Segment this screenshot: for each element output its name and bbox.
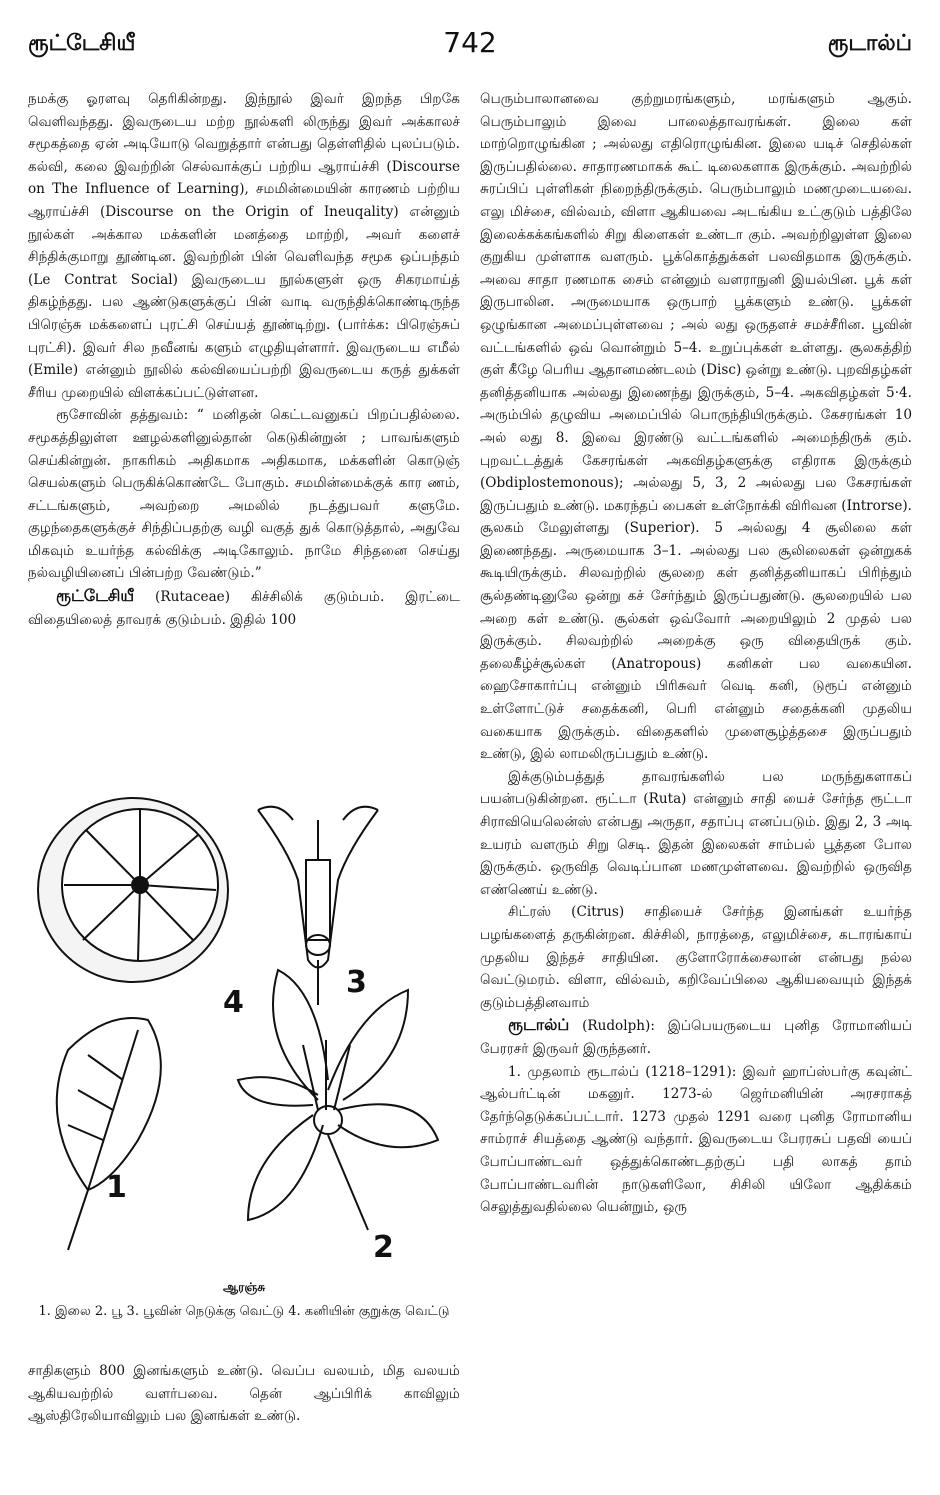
figure-caption: 1. இலை 2. பூ 3. பூவின் நெடுக்கு வெட்டு 4. கனியின் குறுக்கு வெட்டு: [38, 1304, 450, 1319]
rutaceae-entry-title: ரூட்டேசியீ: [56, 586, 135, 606]
rudolph-entry-title: ரூடால்ப்: [508, 1015, 570, 1035]
rutaceae-entry: [28, 585, 460, 631]
fruit-cross-section-drawing: [38, 798, 228, 982]
figure-label-4: 4: [223, 985, 244, 1020]
leaf-drawing: [57, 1018, 161, 1250]
right-column: [480, 88, 912, 1219]
right-paragraph-1: பெரும்பாலானவை குற்றுமரங்களும், மரங்களும் ஆகும். பெரும்பாலும் இவை பாலைத்தாவரங்கள். இலை கள் மாற்றொழுங்கின ; அல்லது எதிரொழுங்கின. இலை யடிச் செதில்கள் இருப்பதில்லை. சாதாரணமாகக் கூட் டிலைகளாக இருக்கும். அவற்றில் சுரப்பிப் புள்ளிகள் நிறைந்திருக்கும். பெரும்பாலும் மணமுடையவை. எலு மிச்சை, வில்வம், விளா ஆகியவை அடங்கிய உட்குடும் பத்திலே இலைக்கக்கங்களில் சிறு கிளைகள் உண்டா கும். அவற்றிலுள்ள இலை குறுகிய முள்ளாக வளரும். பூக்கொத்துக்கள் பலவிதமாக இருக்கும். அவை சாதா ரணமாக சைம் என்னும் வளராநுனி இயல்பின. பூக் கள் இருபாலின. அருமையாக ஒருபாற் பூக்களும் உண்டு. பூக்கள் ஒழுங்கான அமைப்புள்ளவை ; அல் லது ஒருதளச் சமச்சீரின. பூவின் வட்டங்களில் ஒவ் வொன்றும் 5–4. உறுப்புக்கள் உள்ளது. சூலகத்திற் குள் கீழே பெரிய ஆதானமண்டலம் (Disc) ஒன்று உண்டு. புறவிதழ்கள் தனித்தனியாக அல்லது இணைந்து இருக்கும், 5–4. அகவிதழ்கள் 5·4. அரும்பில் தழுவிய அமைப்பில் பொருந்தியிருக்கும். கேசரங்கள் 10 அல் லது 8. இவை இரண்டு வட்டங்களில் அமைந்திருக் கும். புறவட்டத்துக் கேசரங்கள் அகவிதழ்களுக்கு எதிராக இருக்கும் (Obdiplostemonous); அல்லது 5, 3, 2 அல்லது பல கேசரங்கள் இருப்பதும் உண்டு. மகரந்தப் பைகள் உள்நோக்கி விரிவன (Introrse). சூலகம் மேலுள்ளது (Superior). 5 அல்லது 4 சூலிலை கள் இணைந்தது. அருமையாக 3–1. அல்லது பல சூலிலைகள் ஒன்றுகக் கூடியிருக்கும். சிலவற்றில் சூலறை கள் தனித்தனியாகப் பிரிந்தும் சூல்தண்டினுலே ஒன்று கச் சேர்ந்தும் இருப்பதுண்டு. சூலறையில் பல அறை கள் உண்டு. சூல்கள் ஒவ்வோர் அறையிலும் 2 முதல் பல இருக்கும். சிலவற்றில் அறைக்கு ஒரு விதையிருக் கும். தலைகீழ்ச்சூல்கள் (Anatropous) கனிகள் பல வகையின. ஹைசோகார்ப்பு என்னும் பிரிசுவர் வெடி கனி, டுரூப் என்னும் உள்ளோட்டுச் சதைக்கனி, பெரி என்னும் சதைக்கனி முதலிய வகையாக இருக்கும். விதைகளில் முளைசூழ்த்தசை இருப்பதும் உண்டு, இல் லாமலிருப்பதும் உண்டு.: [480, 91, 912, 763]
orange-illustration: [28, 790, 460, 1270]
flower-drawing: [238, 970, 438, 1230]
header-right-title: ரூடால்ப்: [827, 30, 912, 56]
right-paragraph-4: 1. முதலாம் ரூடால்ப் (1218–1291): இவர் ஹாப்ஸ்பர்கு கவுன்ட் ஆல்பர்ட்டின் மகனுர். 1273-ல் ஜெர்மனியின் அரசராகத் தேர்ந்தெடுக்கப்பட்டார். 1273 முதல் 1291 வரை புனித ரோமானிய சாம்ராச் சியத்தை ஆண்டு வந்தார். இவருடைய பேரரசுப் பதவி யைப் போப்பாண்டவர் ஒத்துக்கொண்டதற்குப் பதி லாகத் தாம் போப்பாண்டவரின் நாடுகளிலோ, சிசிலி யிலோ ஆதிக்கம் செலுத்துவதில்லை யென்றும், ஒரு: [480, 1063, 912, 1216]
figure-title: ஆரஞ்சு: [222, 1280, 266, 1294]
rudolph-entry: [480, 1014, 912, 1060]
left-column-bottom: [28, 1360, 460, 1428]
figure-label-3: 3: [346, 965, 367, 1000]
left-paragraph-2: ரூசோவின் தத்துவம்: “ மனிதன் கெட்டவனுகப் பிறப்பதில்லை. சமூகத்திலுள்ள ஊழல்களினுல்தான் கெடுகின்றுன் ; பாவங்களும் செய்கின்றுன். நாகரிகம் அதிகமாக அதிகமாக, மக்களின் கொடுஞ் செயல்களும் பெருகிக்கொண்டே போகும். சமமின்மைக்குக் கார ணம், சட்டங்களும், அவற்றை அமலில் நடத்துபவர் களுமே. குழந்தைகளுக்குச் சிந்திப்பதற்கு வழி வகுத் துக் கொடுத்தால், அதுவே மிகவும் உயர்ந்த கல்விக்கு அடிகோலும். நாமே சிந்தனை செய்து நல்வழியினைப் பின்பற்ற வேண்டும்.”: [28, 407, 460, 582]
rudolph-entry-text: (Rudolph): இப்பெயருடைய புனித ரோமானியப் பேரரசர் இருவர் இருந்தனர்.: [480, 1018, 912, 1057]
orange-figure: [28, 790, 460, 1350]
right-paragraph-2: இக்குடும்பத்துத் தாவரங்களில் பல மருந்துகளாகப் பயன்படுகின்றன. ரூட்டா (Ruta) என்னும் சாதி யைச் சேர்ந்த ரூட்டா சிராவியெலென்ஸ் என்பது அருதா, சதாப்பு எனப்படும். இது 2, 3 அடி உயரம் வளரும் சிறு செடி. இதன் இலைகள் சாம்பல் பூத்தன போல இருக்கும். ஒருவித வெடிப்பான மணமுள்ளவை. இவற்றில் ஒருவித எண்ணெய் உண்டு.: [480, 768, 912, 898]
figure-label-1: 1: [106, 1170, 127, 1205]
left-paragraph-1: நமக்கு ஓரளவு தெரிகின்றது. இந்நூல் இவர் இறந்த பிறகே வெளிவந்தது. இவருடைய மற்ற நூல்களி லிருந்து இவர் அக்காலச் சமூகத்தை ஏன் அடியோடு வெறுத்தார் என்பது தெள்ளிதில் புலப்படும். கல்வி, கலை இவற்றின் செல்வாக்குப் பற்றிய ஆராய்ச்சி (Discourse on The Influence of Learning), சமமின்மையின் காரணம் பற்றிய ஆராய்ச்சி (Discourse on the Origin of Ineuqality) என்னும் நூல்கள் அக்கால மக்களின் மனத்தை மாற்றி, அவர் களைச் சிந்திக்குமாறு தூண்டின. இவற்றின் பின் வெளிவந்த சமூக ஒப்பந்தம் (Le Contrat Social) இவருடைய நூல்களுள் ஒரு சிகரமாய்த் திகழ்ந்தது. பல ஆண்டுகளுக்குப் பின் வாடி வருந்திக்கொண்டிருந்த பிரெஞ்சு மக்களைப் புரட்சி செய்யத் தூண்டிற்று. (பார்க்க: பிரெஞ்சுப் புரட்சி). இவர் சில நவீனங் களும் எழுதியுள்ளார். இவருடைய எமீல் (Emile) என்னும் நூலில் கல்வியைப்பற்றி இவருடைய கருத் துக்கள் சீரிய முறையில் விளக்கப்பட்டுள்ளன.: [28, 91, 460, 401]
figure-label-2: 2: [373, 1230, 394, 1265]
page-header: [28, 26, 912, 70]
header-left-title: ரூட்டேசியீ: [28, 30, 136, 56]
rutaceae-entry-text: (Rutaceae) கிச்சிலிக் குடும்பம். இரட்டை விதையிலைத் தாவரக் குடும்பம். இதில் 100: [28, 589, 460, 628]
page-number: 742: [443, 26, 497, 59]
right-paragraph-3: சிட்ரஸ் (Citrus) சாதியைச் சேர்ந்த இனங்கள் உயர்ந்த பழங்களைத் தருகின்றன. கிச்சிலி, நாரத்தை, எலுமிச்சை, கடாரங்காய் முதலிய இந்தச் சாதியின. குளோரோக்சைலான் என்பது நல்ல வெட்டுமரம். விளா, வில்வம், கறிவேப்பிலை ஆகியவையும் இந்தக் குடும்பத்தினவாம்: [480, 904, 912, 1011]
left-column: [28, 88, 460, 631]
left-bottom-paragraph: சாதிகளும் 800 இனங்களும் உண்டு. வெப்ப வலயம், மித வலயம் ஆகியவற்றில் வளர்பவை. தென் ஆப்பிரிக் காவிலும் ஆஸ்திரேலியாவிலும் பல இனங்கள் உண்டு.: [28, 1363, 460, 1425]
